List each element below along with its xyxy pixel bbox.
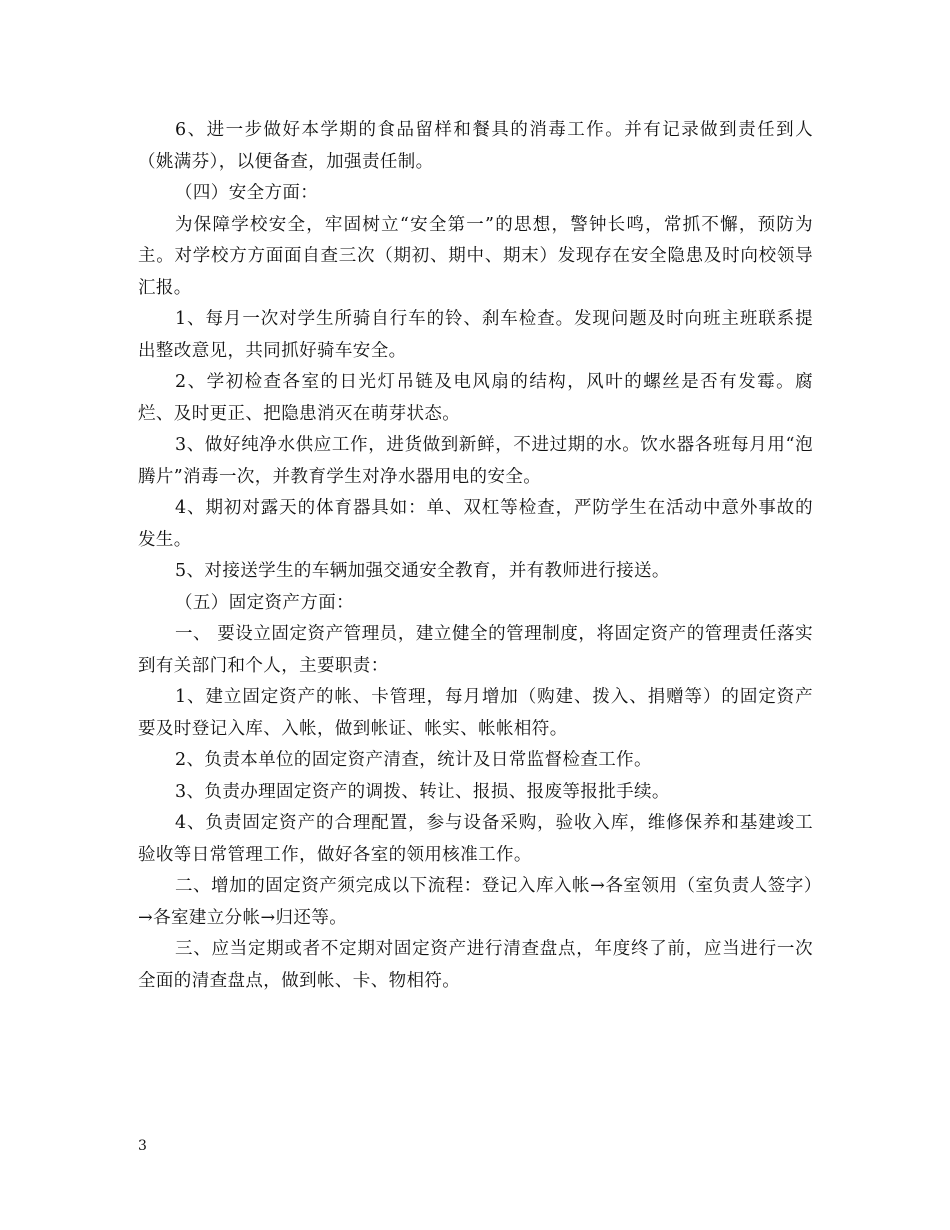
page-body	[138, 115, 813, 997]
section-heading-safety: （四）安全方面：	[175, 183, 319, 203]
page-number: 3	[138, 1138, 147, 1154]
paragraph-food-sample: 6、进一步做好本学期的食品留样和餐具的消毒工作。并有记录做到责任到人（姚满芬），以便备查，加强责任制。	[138, 120, 813, 172]
paragraph-safety-item-1: 1、每月一次对学生所骑自行车的铃、刹车检查。发现问题及时向班主班联系提出整改意见，共同抓好骑车安全。	[138, 309, 813, 361]
paragraph-assets-inventory: 三、应当定期或者不定期对固定资产进行清查盘点，年度终了前，应当进行一次全面的清查盘点，做到帐、卡、物相符。	[138, 939, 813, 991]
paragraph-assets-duty-4: 4、负责固定资产的合理配置，参与设备采购，验收入库，维修保养和基建竣工验收等日常管理工作，做好各室的领用核准工作。	[138, 813, 813, 865]
paragraph-safety-item-3: 3、做好纯净水供应工作，进货做到新鲜，不进过期的水。饮水器各班每月用“泡腾片”消毒一次，并教育学生对净水器用电的安全。	[138, 435, 813, 487]
paragraph-safety-item-4: 4、期初对露天的体育器具如：单、双杠等检查，严防学生在活动中意外事故的发生。	[138, 498, 813, 550]
paragraph-safety-item-2: 2、学初检查各室的日光灯吊链及电风扇的结构，风叶的螺丝是否有发霉。腐烂、及时更正、把隐患消灭在萌芽状态。	[138, 372, 813, 424]
paragraph-assets-process: 二、增加的固定资产须完成以下流程：登记入库入帐→各室领用（室负责人签字）→各室建立分帐→归还等。	[138, 876, 813, 928]
paragraph-assets-manager: 一、 要设立固定资产管理员，建立健全的管理制度，将固定资产的管理责任落实到有关部门和个人，主要职责：	[138, 624, 813, 676]
paragraph-safety-intro: 为保障学校安全，牢固树立“安全第一”的思想，警钟长鸣，常抓不懈，预防为主。对学校方方面面自查三次（期初、期中、期末）发现存在安全隐患及时向校领导汇报。	[138, 214, 813, 298]
section-heading-fixed-assets: （五）固定资产方面：	[175, 592, 354, 613]
paragraph-safety-item-5: 5、对接送学生的车辆加强交通安全教育，并有教师进行接送。	[175, 561, 670, 581]
paragraph-assets-duty-1: 1、建立固定资产的帐、卡管理，每月增加（购建、拨入、捐赠等）的固定资产要及时登记入库、入帐，做到帐证、帐实、帐帐相符。	[138, 687, 813, 739]
paragraph-assets-duty-3: 3、负责办理固定资产的调拨、转让、报损、报废等报批手续。	[175, 781, 670, 802]
paragraph-assets-duty-2: 2、负责本单位的固定资产清查，统计及日常监督检查工作。	[175, 750, 652, 770]
